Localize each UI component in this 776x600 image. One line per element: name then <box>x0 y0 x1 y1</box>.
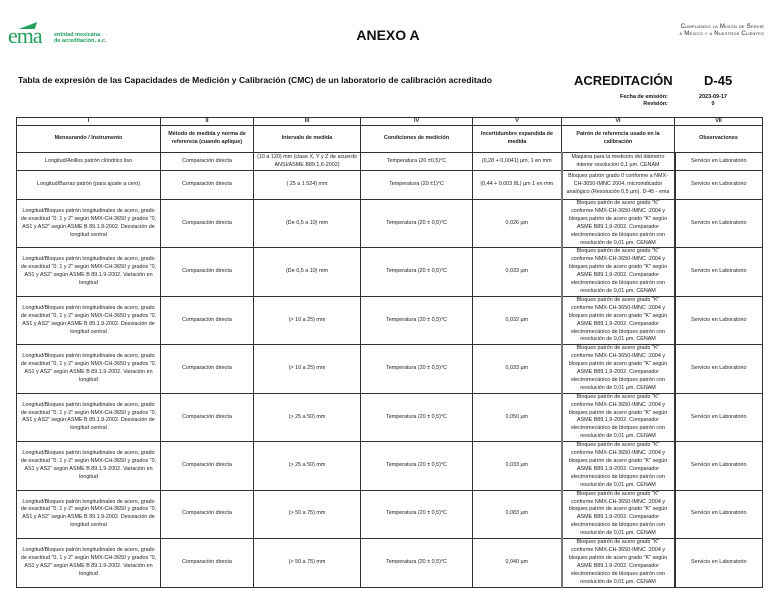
header-intervalo: Intervalo de medida <box>254 126 361 153</box>
cell-intervalo: (> 50 a 75) mm <box>254 490 361 538</box>
motto-line-2: a México y a Nuestros Clientes <box>679 31 764 37</box>
table-row <box>17 171 763 200</box>
cell-condiciones: Temperatura (20 ± 0,5)°C <box>361 248 473 296</box>
cell-intervalo: (> 10 a 25) mm <box>254 345 361 393</box>
cell-patron: Bloques patrón de acero grado "K" conforme NMX-CH-3650-IMNC :2004 y bloques patrón de acero grado "K" según ASME B89.1.9-2002. Comparador electromecánico de bloques patrón con resolución de 0,01 µm. CENAM <box>562 345 675 393</box>
col-number: VI <box>562 118 675 126</box>
cell-metodo: Comparación directa <box>161 345 254 393</box>
header-patron: Patrón de referencia usado en la calibración <box>562 126 675 153</box>
table-row <box>17 296 763 344</box>
document-title: Tabla de expresión de las Capacidades de Medición y Calibración (CMC) de un laboratorio de calibración acreditado <box>18 75 493 85</box>
table-row <box>17 345 763 393</box>
table-row <box>17 490 763 538</box>
cell-observaciones: Servicio en Laboratorio <box>675 171 763 200</box>
table-row <box>17 393 763 441</box>
cell-condiciones: Temperatura (20 ± 0,5)°C <box>361 200 473 248</box>
cell-incertidumbre: 0,026 µm <box>473 200 562 248</box>
cell-condiciones: Temperatura (20 ± 0,5)°C <box>361 296 473 344</box>
cell-incertidumbre: 0,040 µm <box>473 539 562 587</box>
cell-intervalo: (10 a 120) mm (clase X, Y y Z de acuerdo ANSI/ASME B89.1.6-2002) <box>254 153 361 171</box>
cell-patron: Máquina para la medición del diámetro interior resolucion 0,1 µm. CENAM <box>562 153 675 171</box>
issue-date-value: 2023-09-17 <box>698 94 728 100</box>
cell-observaciones: Servicio en Laboratorio <box>675 248 763 296</box>
col-number: I <box>17 118 161 126</box>
cell-intervalo: (> 10 a 25) mm <box>254 296 361 344</box>
cell-patron: Bloques patrón de acero grado "K" conforme NMX-CH-3650-IMNC :2004 y bloques patrón de acero grado "K" según ASME B89.1.9-2002. Comparador electromecánico de bloques patrón con resolución de 0,01 µm. CENAM <box>562 200 675 248</box>
logo-line-1: entidad mexicana <box>54 32 101 38</box>
roman-numeral-row <box>17 118 763 126</box>
logo-line-2: de acreditación, a.c. <box>54 38 107 44</box>
cell-metodo: Comparación directa <box>161 248 254 296</box>
cmc-table <box>16 117 763 588</box>
cell-metodo: Comparación directa <box>161 539 254 587</box>
cell-metodo: Comparación directa <box>161 296 254 344</box>
col-number: III <box>254 118 361 126</box>
cell-mensurando: Longitud/Bloques patrón longitudinales de acero, grado de exactitud "0, 1 y 2" según NMX-CH-3650 y grados "0, AS1 y AS2" según ASME B 89.1.9-2002. Desviación de longitud central <box>17 296 161 344</box>
table-row <box>17 539 763 587</box>
cell-mensurando: Longitud/Bloques patrón longitudinales de acero, grado de exactitud "0, 1 y 2" según NMX-CH-3650 y grados "0, AS1 y AS2" según ASME B 89.1.9-2002. Desviación de longitud central <box>17 393 161 441</box>
cell-mensurando: Longitud/Barras patrón (para ajuste a cero) <box>17 171 161 200</box>
cell-patron: Bloques patrón de acero grado "K" conforme NMX-CH-3650-IMNC :2004 y bloques patrón de acero grado "K" según ASME B89.1.9-2002. Comparador electromecánico de bloques patrón con resolución de 0,01 µm. CENAM <box>562 248 675 296</box>
cell-patron: Bloques patrón de acero grado "K" conforme NMX-CH-3650-IMNC :2004 y bloques patrón de acero grado "K" según ASME B89.1.9-2002. Comparador electromecánico de bloques patrón con resolución de 0,01 µm. CENAM <box>562 393 675 441</box>
header-row <box>17 126 763 153</box>
cell-incertidumbre: 0,050 µm <box>473 393 562 441</box>
cell-patron: Bloques patrón grado 0 conforme a NMX-CH-3650-IMNC 2004, microindicador analógico (Resolución 0,5 µm). D-45 - ema <box>562 171 675 200</box>
cell-patron: Bloques patrón de acero grado "K" conforme NMX-CH-3650-IMNC :2004 y bloques patrón de acero grado "K" según ASME B89.1.9-2002. Comparador electromecánico de bloques patrón con resolución de 0,01 µm. CENAM <box>562 539 675 587</box>
motto <box>680 24 764 38</box>
accreditation-code: D-45 <box>704 73 733 88</box>
cell-metodo: Comparación directa <box>161 200 254 248</box>
cell-incertidumbre: 0,033 µm <box>473 345 562 393</box>
cell-incertidumbre: 0,033 µm <box>473 248 562 296</box>
cell-mensurando: Longitud/Bloques patrón longitudinales de acero, grado de exactitud "0, 1 y 2" según NMX-CH-3650 y grados "0, AS1 y AS2" según ASME B 89.1.9-2002. Variación en longitud <box>17 442 161 490</box>
cell-condiciones: Temperatura (20 ± 0,5)°C <box>361 539 473 587</box>
cell-observaciones: Servicio en Laboratorio <box>675 345 763 393</box>
cell-patron: Bloques patrón de acero grado "K" conforme NMX-CH-3650-IMNC :2004 y bloques patrón de acero grado "K" según ASME B89.1.9-2002. Comparador electromecánico de bloques patrón con resolución de 0,01 µm. CENAM <box>562 442 675 490</box>
cell-observaciones: Servicio en Laboratorio <box>675 393 763 441</box>
table-row <box>17 200 763 248</box>
issue-date-label: Fecha de emisión: <box>620 94 668 100</box>
cell-observaciones: Servicio en Laboratorio <box>675 539 763 587</box>
cell-mensurando: Longitud/Bloques patrón longitudinales de acero, grado de exactitud "0, 1 y 2" según NMX-CH-3650 y grados "0, AS1 y AS2" según ASME B 89.1.9-2002. Variación en longitud <box>17 248 161 296</box>
cell-observaciones: Servicio en Laboratorio <box>675 200 763 248</box>
cell-metodo: Comparación directa <box>161 490 254 538</box>
revision-row <box>590 101 758 108</box>
header-condiciones: Condiciones de medición <box>361 126 473 153</box>
table-row <box>17 248 763 296</box>
cell-mensurando: Longitud/Bloques patrón longitudinales de acero, grado de exactitud "0, 1 y 2" según NMX-CH-3650 y grados "0, AS1 y AS2" según ASME B 89.1.9-2002. Desviación de longitud central <box>17 200 161 248</box>
header-observaciones: Observaciones <box>675 126 763 153</box>
cell-incertidumbre: 0,083 µm <box>473 490 562 538</box>
cell-condiciones: Temperatura (20 ± 0,5)°C <box>361 442 473 490</box>
header-mensurando: Mensurando / Instrumento <box>17 126 161 153</box>
cell-intervalo: (> 50 a 75) mm <box>254 539 361 587</box>
cell-patron: Bloques patrón de acero grado "K" conforme NMX-CH-3650-IMNC :2004 y bloques patrón de acero grado "K" según ASME B89.1.9-2002. Comparador electromecánico de bloques patrón con resolución de 0,01 µm. CENAM <box>562 490 675 538</box>
header-incertidumbre: Incertidumbre expandida de medida <box>473 126 562 153</box>
cell-mensurando: Longitud/Bloques patrón longitudinales de acero, grado de exactitud "0, 1 y 2" según NMX-CH-3650 y grados "0, AS1 y AS2" según ASME B 89.1.9-2002. Variación en longitud <box>17 539 161 587</box>
annex-title: ANEXO A <box>356 27 420 43</box>
cell-observaciones: Servicio en Laboratorio <box>675 296 763 344</box>
cell-observaciones: Servicio en Laboratorio <box>675 153 763 171</box>
cell-observaciones: Servicio en Laboratorio <box>675 442 763 490</box>
col-number: IV <box>361 118 473 126</box>
table-row <box>17 153 763 171</box>
issue-date-row <box>590 94 758 101</box>
cell-intervalo: (De 0,5 a 10) mm <box>254 200 361 248</box>
cell-mensurando: Longitud/Bloques patrón longitudinales de acero, grado de exactitud "0, 1 y 2" según NMX-CH-3650 y grados "0, AS1 y AS2" según ASME B 89.1.9-2002. Desviación de longitud central <box>17 490 161 538</box>
revision-label: Revisión: <box>643 101 668 107</box>
cell-condiciones: Temperatura (20 ±1)°C <box>361 171 473 200</box>
cell-metodo: Comparación directa <box>161 393 254 441</box>
cell-intervalo: (> 25 a 50) mm <box>254 442 361 490</box>
motto-line-1: Cumpliendo la Misión de Servir <box>680 24 764 30</box>
accreditation-label: ACREDITACIÓN <box>574 73 673 88</box>
col-number: V <box>473 118 562 126</box>
cell-patron: Bloques patrón de acero grado "K" conforme NMX-CH-3650-IMNC :2004 y bloques patrón de acero grado "K" según ASME B89.1.9-2002. Comparador electromecánico de bloques patrón con resolución de 0,01 µm. CENAM <box>562 296 675 344</box>
logo-word: ema <box>8 23 42 48</box>
cell-metodo: Comparación directa <box>161 153 254 171</box>
table-row <box>17 442 763 490</box>
cell-intervalo: (De 0,5 a 10) mm <box>254 248 361 296</box>
cell-condiciones: Temperatura (20 ± 0,5)°C <box>361 490 473 538</box>
col-number: II <box>161 118 254 126</box>
header-metodo: Método de medida y norma de referencia (cuando aplique) <box>161 126 254 153</box>
revision-value: 0 <box>711 101 715 107</box>
cell-incertidumbre: (0,44 + 0,003 8L) µm 1 en mm <box>473 171 562 200</box>
cell-incertidumbre: 0,033 µm <box>473 442 562 490</box>
cell-intervalo: (> 25 a 50) mm <box>254 393 361 441</box>
cell-condiciones: Temperatura (20 ±0,5)°C <box>361 153 473 171</box>
cell-metodo: Comparación directa <box>161 171 254 200</box>
cell-condiciones: Temperatura (20 ± 0,5)°C <box>361 345 473 393</box>
cell-mensurando: Longitud/Bloques patrón longitudinales de acero, grado de exactitud "0, 1 y 2" según NMX-CH-3650 y grados "0, AS1 y AS2" según ASME B 89.1.9-2002. Variación en longitud <box>17 345 161 393</box>
cell-condiciones: Temperatura (20 ± 0,5)°C <box>361 393 473 441</box>
cell-observaciones: Servicio en Laboratorio <box>675 490 763 538</box>
col-number: VII <box>675 118 763 126</box>
cell-incertidumbre: (0,28 + 0,0041) µm, 1 en mm <box>473 153 562 171</box>
cell-intervalo: ( 25 a 1 524) mm <box>254 171 361 200</box>
cell-incertidumbre: 0,032 µm <box>473 296 562 344</box>
cell-metodo: Comparación directa <box>161 442 254 490</box>
document-meta <box>590 94 758 108</box>
cell-mensurando: Longitud/Anillos patrón cilíndrico liso <box>17 153 161 171</box>
